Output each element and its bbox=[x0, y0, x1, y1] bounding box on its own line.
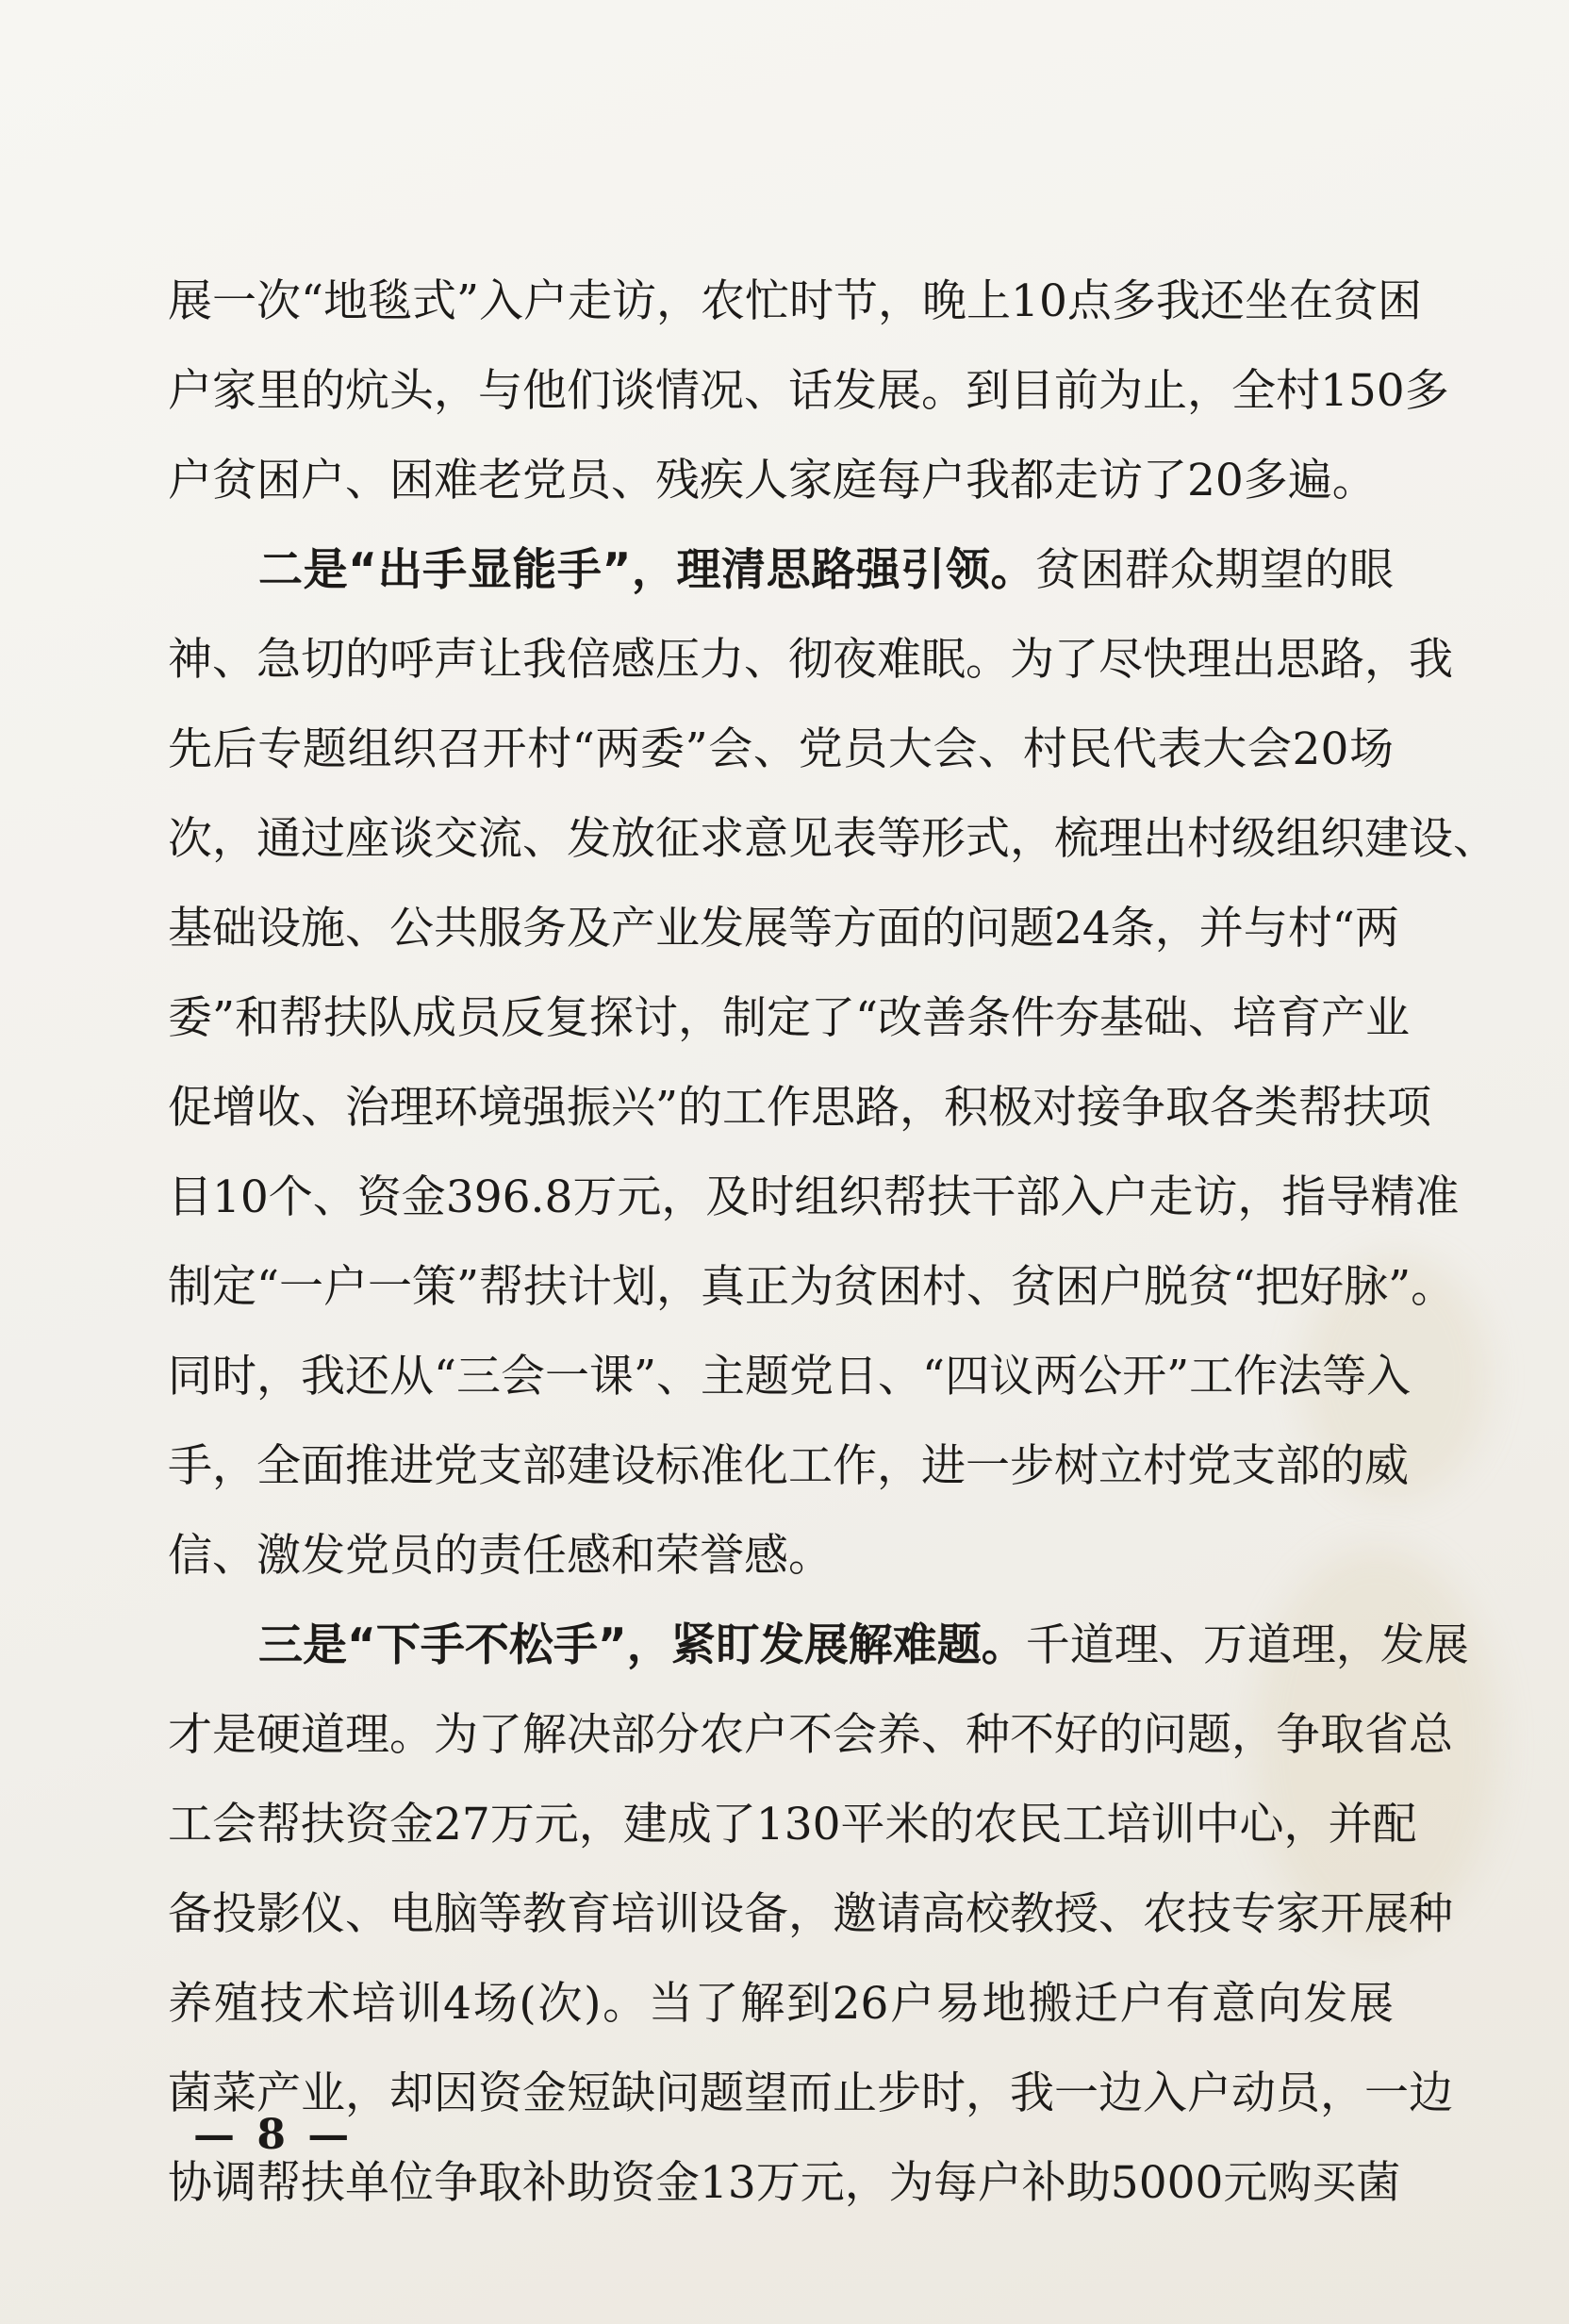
text-line: 养殖技术培训4场(次)。当了解到26户易地搬迁户有意向发展 bbox=[168, 1978, 1394, 2030]
text-line: 户贫困户、困难老党员、残疾人家庭每户我都走访了20多遍。 bbox=[168, 455, 1377, 506]
text-run: 贫困群众期望的眼 bbox=[1035, 544, 1394, 596]
text-line: 菌菜产业，却因资金短缺问题望而止步时，我一边入户动员，一边 bbox=[168, 2067, 1453, 2119]
text-line: 同时，我还从“三会一课”、主题党日、“四议两公开”工作法等入 bbox=[168, 1351, 1412, 1403]
paragraph-first-line bbox=[168, 525, 1394, 615]
text-line: 委”和帮扶队成员反复探讨，制定了“改善条件夯基础、培育产业 bbox=[168, 992, 1411, 1044]
text-line: 才是硬道理。为了解决部分农户不会养、种不好的问题，争取省总 bbox=[168, 1709, 1453, 1761]
page-number: — 8 — bbox=[193, 2111, 354, 2159]
text-line: 手，全面推进党支部建设标准化工作，进一步树立村党支部的威 bbox=[168, 1440, 1409, 1492]
text-line: 信、激发党员的责任感和荣誉感。 bbox=[168, 1530, 833, 1582]
text-line: 协调帮扶单位争取补助资金13万元，为每户补助5000元购买菌 bbox=[168, 2157, 1401, 2209]
text-line: 神、急切的呼声让我倍感压力、彻夜难眠。为了尽快理出思路，我 bbox=[168, 634, 1453, 686]
text-line: 基础设施、公共服务及产业发展等方面的问题24条，并与村“两 bbox=[168, 903, 1399, 954]
text-line: 先后专题组织召开村“两委”会、党员大会、村民代表大会20场 bbox=[168, 723, 1394, 775]
text-line: 工会帮扶资金27万元，建成了130平米的农民工培训中心，并配 bbox=[168, 1799, 1417, 1851]
text-line: 制定“一户一策”帮扶计划，真正为贫困村、贫困户脱贫“把好脉”。 bbox=[168, 1261, 1456, 1313]
text-line: 户家里的炕头，与他们谈情况、话发展。到目前为止，全村150多 bbox=[168, 365, 1449, 417]
section-heading: 二是“出手显能手”，理清思路强引领。 bbox=[258, 544, 1036, 596]
text-line: 备投影仪、电脑等教育培训设备，邀请高校教授、农技专家开展种 bbox=[168, 1888, 1453, 1940]
body-text bbox=[168, 257, 1497, 2228]
text-run: 千道理、万道理，发展 bbox=[1025, 1619, 1469, 1671]
paragraph-first-line bbox=[168, 1601, 1469, 1690]
text-line: 次，通过座谈交流、发放征求意见表等形式，梳理出村级组织建设、 bbox=[168, 813, 1497, 865]
section-heading: 三是“下手不松手”，紧盯发展解难题。 bbox=[258, 1619, 1026, 1671]
text-line: 目10个、资金396.8万元，及时组织帮扶干部入户走访，指导精准 bbox=[168, 1171, 1460, 1223]
text-line: 展一次“地毯式”入户走访，农忙时节，晚上10点多我还坐在贫困 bbox=[168, 275, 1422, 327]
text-line: 促增收、治理环境强振兴”的工作思路，积极对接争取各类帮扶项 bbox=[168, 1082, 1432, 1134]
